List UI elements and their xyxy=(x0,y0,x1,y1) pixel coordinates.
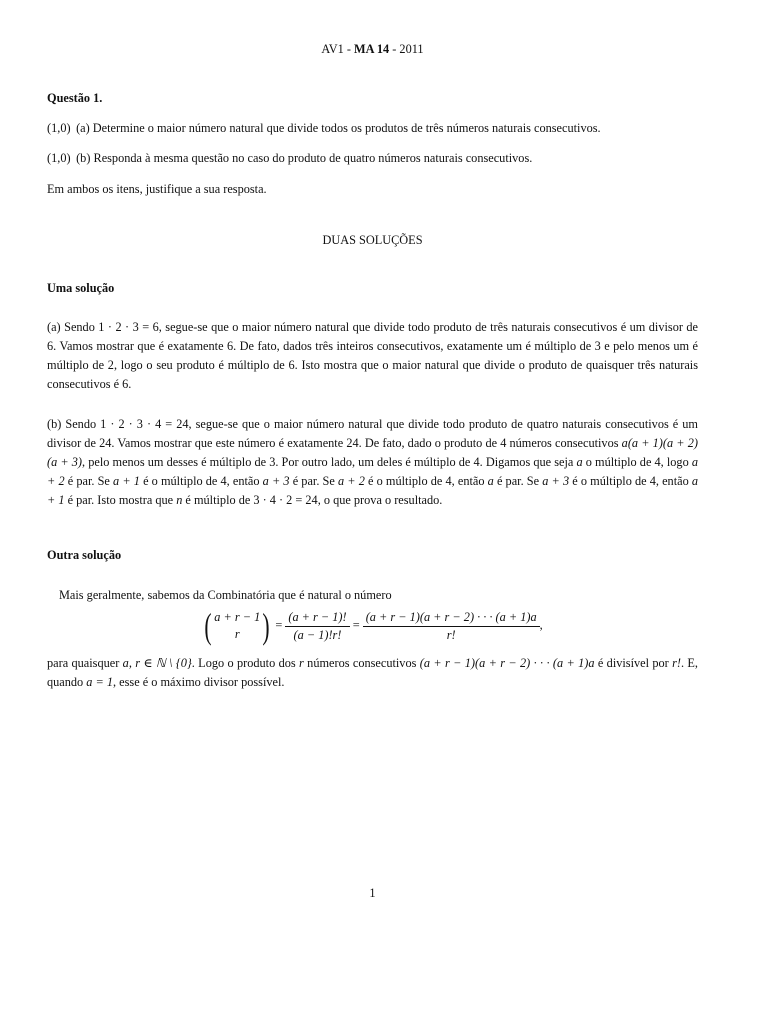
conclusion-math: a, r ∈ ℕ \ {0} xyxy=(122,656,192,670)
conclusion-text: , esse é o máximo divisor possível. xyxy=(113,675,285,689)
binomial-coefficient xyxy=(202,608,272,644)
conclusion-text: . Logo o produto dos xyxy=(191,656,300,670)
document-page xyxy=(47,0,698,1024)
binomial-top: a + r − 1 xyxy=(214,610,261,624)
item-a-weight: (1,0) xyxy=(47,121,71,135)
header-prefix: AV1 - xyxy=(321,42,354,56)
part-b-math: a + 1 xyxy=(113,474,140,488)
part-b-math: a + 3 xyxy=(262,474,290,488)
conclusion-math: a = 1 xyxy=(86,675,114,689)
part-b-math: a xyxy=(487,474,494,488)
equals-sign: = xyxy=(352,617,360,632)
fraction-denominator: (a − 1)!r! xyxy=(293,627,342,642)
question-item-a xyxy=(47,119,698,138)
part-b-text: é o múltiplo de 4, então xyxy=(364,474,488,488)
part-b-text: é par. Se xyxy=(289,474,338,488)
solution2-title: Outra solução xyxy=(47,548,122,562)
conclusion-text: para quaisquer xyxy=(47,656,123,670)
header-course: MA 14 xyxy=(354,42,390,56)
equals-sign: = xyxy=(275,617,283,632)
fraction-numerator: (a + r − 1)(a + r − 2) · · · (a + 1)a xyxy=(363,609,540,627)
part-b-text: é o múltiplo de 4, então xyxy=(139,474,263,488)
binomial-bottom: r xyxy=(234,627,240,641)
question-item-b xyxy=(47,149,698,168)
part-b-math: a + 2 xyxy=(47,455,699,488)
header-suffix: - 2011 xyxy=(389,42,424,56)
conclusion-math: r xyxy=(299,656,304,670)
fraction-numerator: (a + r − 1)! xyxy=(285,609,349,627)
page-header xyxy=(47,40,698,59)
equation-comma: , xyxy=(539,617,543,632)
item-a-text: (a) Determine o maior número natural que divide todos os produtos de três números naturais consecutivos. xyxy=(76,121,601,135)
part-b-math: a + 2 xyxy=(338,474,365,488)
fraction-product xyxy=(363,609,540,644)
solution2-conclusion xyxy=(47,654,698,692)
part-b-text: , pelo menos um desses é múltiplo de 3. Por outro lado, um deles é múltiplo de 4. Digamos que seja xyxy=(82,455,577,469)
part-b-math: a + 1 xyxy=(47,474,699,507)
solution1-part-b xyxy=(47,415,698,510)
solution1-title: Uma solução xyxy=(47,281,115,295)
part-b-math: a(a + 1)(a + 2)(a + 3) xyxy=(47,436,698,469)
part-b-math: a xyxy=(576,455,583,469)
part-b-text: é o múltiplo de 4, então xyxy=(569,474,692,488)
binomial-stack xyxy=(214,609,260,643)
left-paren-glyph: ( xyxy=(204,606,212,646)
solution1-part-a: (a) Sendo 1 · 2 · 3 = 6, segue-se que o maior número natural que divide todo produto de três naturais consecutivos é um divisor de 6. Vamos mostrar que é exatamente 6. De fato, dados três inteiros consecutivos, exatamente um é múltiplo de 3 e pelo menos um é múltiplo de 2, logo o seu produto é múltiplo de 6. Isto mostra que o maior natural que divide o produto de quaisquer três naturais consecutivos é 6. xyxy=(47,320,698,391)
right-paren-glyph: ) xyxy=(262,606,270,646)
part-b-text: é par. Se xyxy=(493,474,543,488)
combinatorics-equation xyxy=(47,608,698,644)
question-instruction: Em ambos os itens, justifique a sua resposta. xyxy=(47,182,267,196)
conclusion-text: . E, quando xyxy=(47,656,699,689)
solution2-intro: Mais geralmente, sabemos da Combinatória que é natural o número xyxy=(59,588,392,602)
conclusion-text: números consecutivos xyxy=(303,656,420,670)
part-b-text: (b) Sendo 1 · 2 · 3 · 4 = 24, segue-se que o maior número natural que divide todo produto de quatro naturais consecutivos é um divisor de 24. Vamos mostrar que este número é exatamente 24. De fato, dado o produto de 4 números consecutivos xyxy=(47,417,698,450)
item-b-text: (b) Responda à mesma questão no caso do produto de quatro números naturais consecutivos. xyxy=(76,151,533,165)
conclusion-math: (a + r − 1)(a + r − 2) · · · (a + 1)a xyxy=(419,656,595,670)
fraction-denominator: r! xyxy=(446,627,456,642)
part-b-text: é múltiplo de 3 · 4 · 2 = 24, o que prova o resultado. xyxy=(182,493,443,507)
item-b-weight: (1,0) xyxy=(47,151,71,165)
part-b-text: é par. Se xyxy=(64,474,114,488)
section-title: DUAS SOLUÇÕES xyxy=(322,233,423,247)
question-title: Questão 1. xyxy=(47,91,103,105)
fraction-factorials xyxy=(285,609,349,644)
conclusion-math: r! xyxy=(672,656,681,670)
part-b-math: a + 3 xyxy=(542,474,570,488)
part-b-text: é par. Isto mostra que xyxy=(64,493,177,507)
conclusion-text: é divisível por xyxy=(594,656,673,670)
part-b-text: o múltiplo de 4, logo xyxy=(582,455,692,469)
part-b-math: n xyxy=(176,493,183,507)
page-number: 1 xyxy=(369,886,376,900)
